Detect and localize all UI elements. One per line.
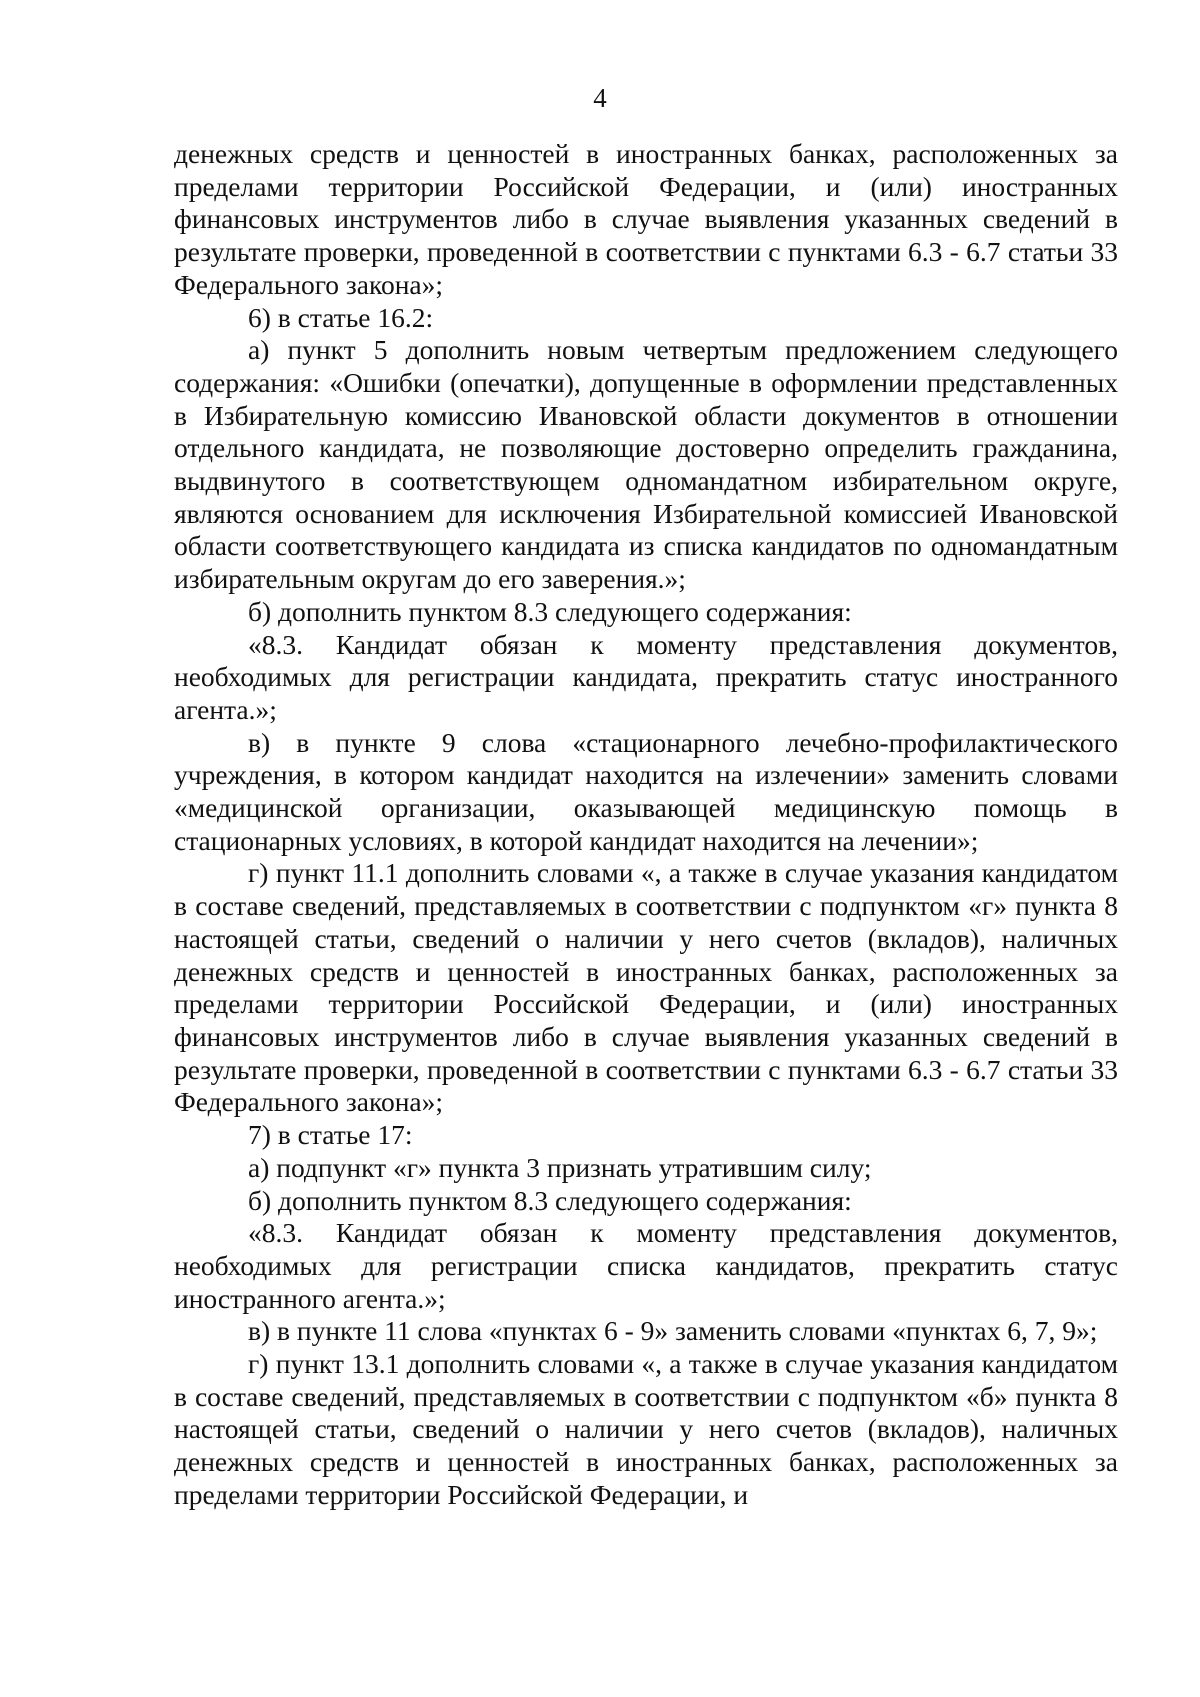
paragraph-item-7b: б) дополнить пунктом 8.3 следующего содержания: <box>248 1184 852 1216</box>
paragraph-item-7a: а) подпункт «г» пункта 3 признать утратившим силу; <box>248 1151 872 1183</box>
paragraph-item-7g: г) пункт 13.1 дополнить словами «, а также в случае указания кандидатом в составе сведений, представляемых в соответствии с подпунктом «б» пункта 8 настоящей статьи, сведений о наличии у него счетов (вкладов), наличных денежных средств и ценностей в иностранных банках, расположенных за пределами территории Российской Федерации, и <box>174 1348 1118 1510</box>
paragraph-item-6a: а) пункт 5 дополнить новым четвертым предложением следующего содержания: «Ошибки (опечатки), допущенные в оформлении представленных в Избирательную комиссию Ивановской области документов в отношении отдельного кандидата, не позволяющие достоверно определить гражданина, выдвинутого в соответствующем одномандатном избирательном округе, являются основанием для исключения Избирательной комиссией Ивановской области соответствующего кандидата из списка кандидатов по одномандатным избирательным округам до его заверения.»; <box>174 334 1118 595</box>
paragraph-quote-8-3-list: «8.3. Кандидат обязан к моменту представления документов, необходимых для регистрации списка кандидатов, прекратить статус иностранного агента.»; <box>174 1217 1118 1314</box>
document-body <box>174 138 1118 1512</box>
paragraph-quote-8-3-candidate: «8.3. Кандидат обязан к моменту представления документов, необходимых для регистрации кандидата, прекратить статус иностранного агента.»; <box>174 628 1118 725</box>
paragraph-item-7: 7) в статье 17: <box>248 1119 413 1151</box>
paragraph-item-6b: б) дополнить пунктом 8.3 следующего содержания: <box>248 595 852 627</box>
paragraph-item-6: 6) в статье 16.2: <box>248 301 434 333</box>
paragraph-item-6g: г) пункт 11.1 дополнить словами «, а также в случае указания кандидатом в составе сведений, представляемых в соответствии с подпунктом «г» пункта 8 настоящей статьи, сведений о наличии у него счетов (вкладов), наличных денежных средств и ценностей в иностранных банках, расположенных за пределами территории Российской Федерации, и (или) иностранных финансовых инструментов либо в случае выявления указанных сведений в результате проверки, проведенной в соответствии с пунктами 6.3 - 6.7 статьи 33 Федерального закона»; <box>174 857 1118 1118</box>
paragraph-continuation: денежных средств и ценностей в иностранных банках, расположенных за пределами территории Российской Федерации, и (или) иностранных финансовых инструментов либо в случае выявления указанных сведений в результате проверки, проведенной в соответствии с пунктами 6.3 - 6.7 статьи 33 Федерального закона»; <box>174 138 1118 300</box>
page-number: 4 <box>593 83 607 113</box>
paragraph-item-7v: в) в пункте 11 слова «пунктах 6 - 9» заменить словами «пунктах 6, 7, 9»; <box>248 1315 1098 1347</box>
paragraph-item-6v: в) в пункте 9 слова «стационарного лечебно-профилактического учреждения, в котором кандидат находится на излечении» заменить словами «медицинской организации, оказывающей медицинскую помощь в стационарных условиях, в которой кандидат находится на лечении»; <box>174 726 1118 856</box>
